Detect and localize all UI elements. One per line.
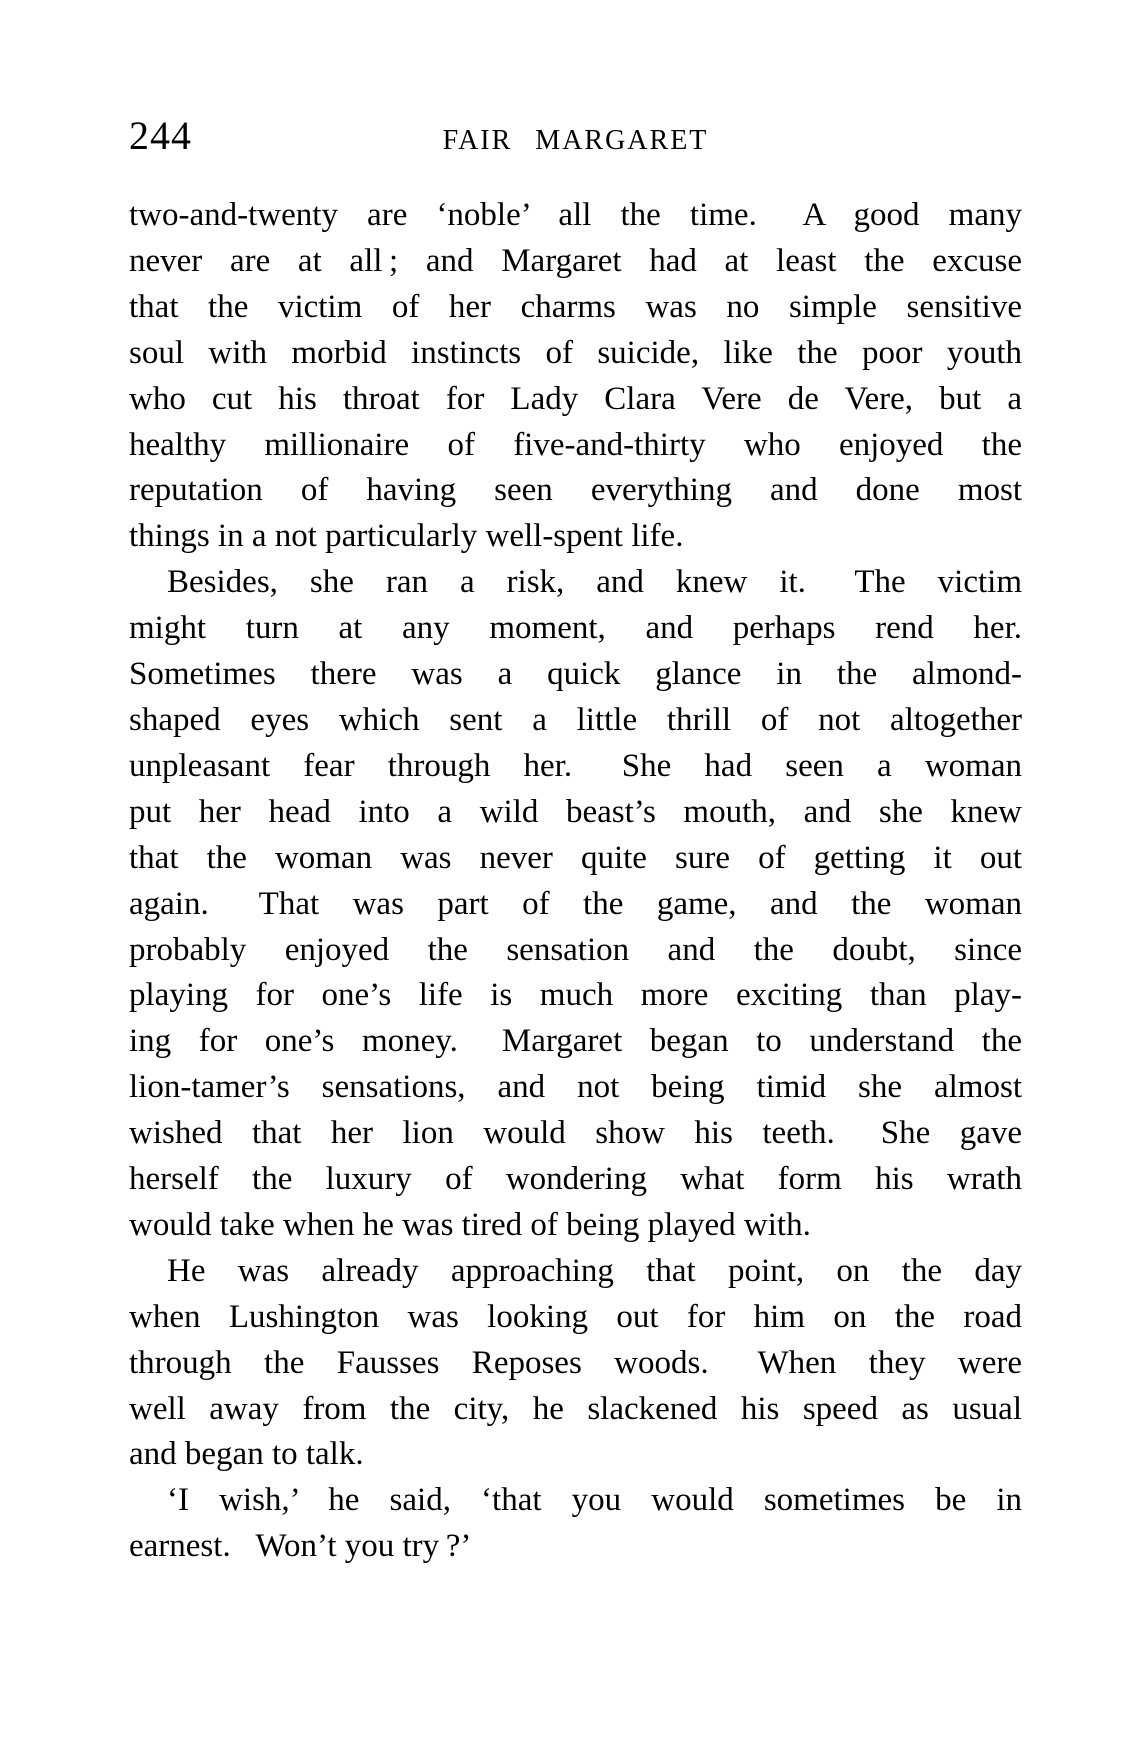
text-line: playing for one’s life is much more exciting than play- (129, 977, 1022, 1014)
text-line: when Lushington was looking out for him on the road (129, 1298, 1022, 1335)
text-line: again. That was part of the game, and the woman (129, 885, 1022, 922)
text-line: ing for one’s money. Margaret began to understand the (129, 1023, 1022, 1060)
text-line: shaped eyes which sent a little thrill of not altogether (129, 701, 1022, 738)
text-line: things in a not particularly well-spent life. (129, 518, 684, 555)
text-line: ‘I wish,’ he said, ‘that you would sometimes be in (167, 1482, 1022, 1519)
page-header (129, 113, 1022, 159)
text-line: that the victim of her charms was no simple sensitive (129, 288, 1022, 325)
text-line: that the woman was never quite sure of getting it out (129, 839, 1022, 876)
text-line: wished that her lion would show his teeth. She gave (129, 1115, 1022, 1152)
text-line: would take when he was tired of being played with. (129, 1206, 811, 1243)
text-line: well away from the city, he slackened his speed as usual (129, 1390, 1022, 1427)
text-line: put her head into a wild beast’s mouth, and she knew (129, 793, 1022, 830)
running-title: FAIR MARGARET (442, 125, 709, 156)
text-line: healthy millionaire of five-and-thirty who enjoyed the (129, 426, 1022, 463)
text-line: Sometimes there was a quick glance in the almond- (129, 656, 1022, 693)
page-text (129, 193, 1022, 1570)
text-line: lion-tamer’s sensations, and not being timid she almost (129, 1069, 1022, 1106)
text-line: who cut his throat for Lady Clara Vere de Vere, but a (129, 380, 1022, 417)
text-line: herself the luxury of wondering what form his wrath (129, 1161, 1022, 1198)
page-number: 244 (129, 113, 192, 158)
text-line: might turn at any moment, and perhaps rend her. (129, 610, 1022, 647)
text-line: earnest. Won’t you try ?’ (129, 1528, 472, 1565)
text-line: probably enjoyed the sensation and the doubt, since (129, 931, 1022, 968)
text-line: through the Fausses Reposes woods. When they were (129, 1344, 1022, 1381)
text-line: two-and-twenty are ‘noble’ all the time. A good many (129, 197, 1022, 233)
text-line: soul with morbid instincts of suicide, like the poor youth (129, 334, 1022, 371)
text-line: unpleasant fear through her. She had seen a woman (129, 747, 1022, 784)
text-line: never are at all ; and Margaret had at least the excuse (129, 242, 1022, 279)
text-line: and began to talk. (129, 1436, 364, 1473)
text-line: Besides, she ran a risk, and knew it. The victim (167, 564, 1022, 601)
text-line: reputation of having seen everything and done most (129, 472, 1022, 509)
text-line: He was already approaching that point, on the day (167, 1252, 1022, 1289)
